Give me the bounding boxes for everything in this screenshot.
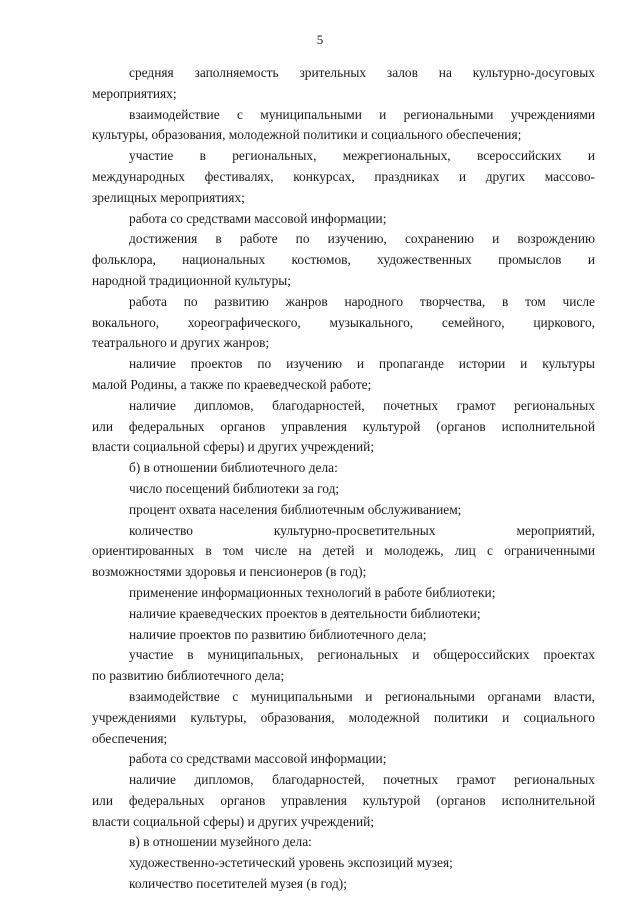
text-line: обеспечения;	[92, 730, 168, 746]
text-line: возможностями здоровья и пенсионеров (в год);	[92, 564, 367, 580]
text-line: достижения в работе по изучению, сохранению и возрождению	[129, 231, 595, 247]
paragraph	[92, 396, 595, 458]
text-line: взаимодействие с муниципальными и региональными учреждениями	[129, 106, 595, 122]
text-line: или федеральных органов управления культурой (органов исполнительной	[92, 792, 595, 808]
text-line: работа со средствами массовой информации;	[129, 210, 387, 226]
text-line: наличие дипломов, благодарностей, почетных грамот региональных	[129, 397, 595, 413]
paragraph	[92, 146, 595, 208]
text-line: международных фестивалях, конкурсах, праздниках и других массово-	[92, 168, 595, 184]
paragraph	[92, 354, 595, 396]
paragraph	[92, 604, 595, 625]
text-line: ориентированных в том числе на детей и молодежь, лиц с ограниченными	[92, 543, 595, 559]
paragraph	[92, 229, 595, 291]
text-line: в) в отношении музейного дела:	[129, 834, 312, 850]
text-line: число посещений библиотеки за год;	[129, 480, 340, 496]
paragraph	[92, 832, 595, 853]
paragraph	[92, 209, 595, 230]
text-line: мероприятиях;	[92, 85, 177, 101]
text-line: наличие дипломов, благодарностей, почетных грамот региональных	[129, 772, 595, 788]
text-line: б) в отношении библиотечного дела:	[129, 460, 338, 476]
paragraph	[92, 105, 595, 147]
paragraph	[92, 874, 595, 895]
text-line: малой Родины, а также по краеведческой работе;	[92, 376, 372, 392]
text-line: количество посетителей музея (в год);	[129, 876, 347, 892]
text-line: власти социальной сферы) и других учреждений;	[92, 813, 375, 829]
text-line: количество культурно-просветительных мероприятий,	[129, 522, 595, 538]
text-line: народной традиционной культуры;	[92, 272, 291, 288]
paragraph	[92, 583, 595, 604]
text-line: художественно-эстетический уровень экспозиций музея;	[129, 855, 453, 871]
paragraph	[92, 458, 595, 479]
text-line: участие в региональных, межрегиональных, всероссийских и	[129, 148, 595, 164]
text-line: по развитию библиотечного дела;	[92, 668, 285, 684]
paragraph	[92, 479, 595, 500]
document-body	[92, 63, 595, 895]
text-line: или федеральных органов управления культурой (органов исполнительной	[92, 418, 595, 434]
text-line: власти социальной сферы) и других учреждений;	[92, 439, 375, 455]
text-line: фольклора, национальных костюмов, художественных промыслов и	[92, 252, 595, 268]
text-line: наличие проектов по развитию библиотечного дела;	[129, 626, 427, 642]
text-line: процент охвата населения библиотечным обслуживанием;	[129, 501, 462, 517]
paragraph	[92, 770, 595, 832]
text-line: наличие проектов по изучению и пропаганде истории и культуры	[129, 356, 595, 372]
text-line: применение информационных технологий в работе библиотеки;	[129, 584, 496, 600]
page-number: 5	[316, 32, 324, 47]
text-line: взаимодействие с муниципальными и региональными органами власти,	[129, 688, 595, 704]
text-line: вокального, хореографического, музыкального, семейного, циркового,	[92, 314, 595, 330]
paragraph	[92, 521, 595, 583]
paragraph	[92, 63, 595, 105]
text-line: работа по развитию жанров народного творчества, в том числе	[129, 293, 595, 309]
text-line: участие в муниципальных, региональных и общероссийских проектах	[129, 647, 595, 663]
text-line: средняя заполняемость зрительных залов на культурно-досуговых	[129, 65, 595, 80]
paragraph	[92, 853, 595, 874]
text-line: наличие краеведческих проектов в деятельности библиотеки;	[129, 605, 481, 621]
paragraph	[92, 749, 595, 770]
paragraph	[92, 292, 595, 354]
paragraph	[92, 645, 595, 687]
text-line: культуры, образования, молодежной политики и социального обеспечения;	[92, 127, 522, 143]
text-line: зрелищных мероприятиях;	[92, 189, 245, 205]
text-line: учреждениями культуры, образования, молодежной политики и социального	[92, 709, 595, 725]
text-line: работа со средствами массовой информации;	[129, 751, 387, 767]
text-line: театрального и других жанров;	[92, 335, 270, 351]
paragraph	[92, 625, 595, 646]
paragraph	[92, 687, 595, 749]
paragraph	[92, 500, 595, 521]
